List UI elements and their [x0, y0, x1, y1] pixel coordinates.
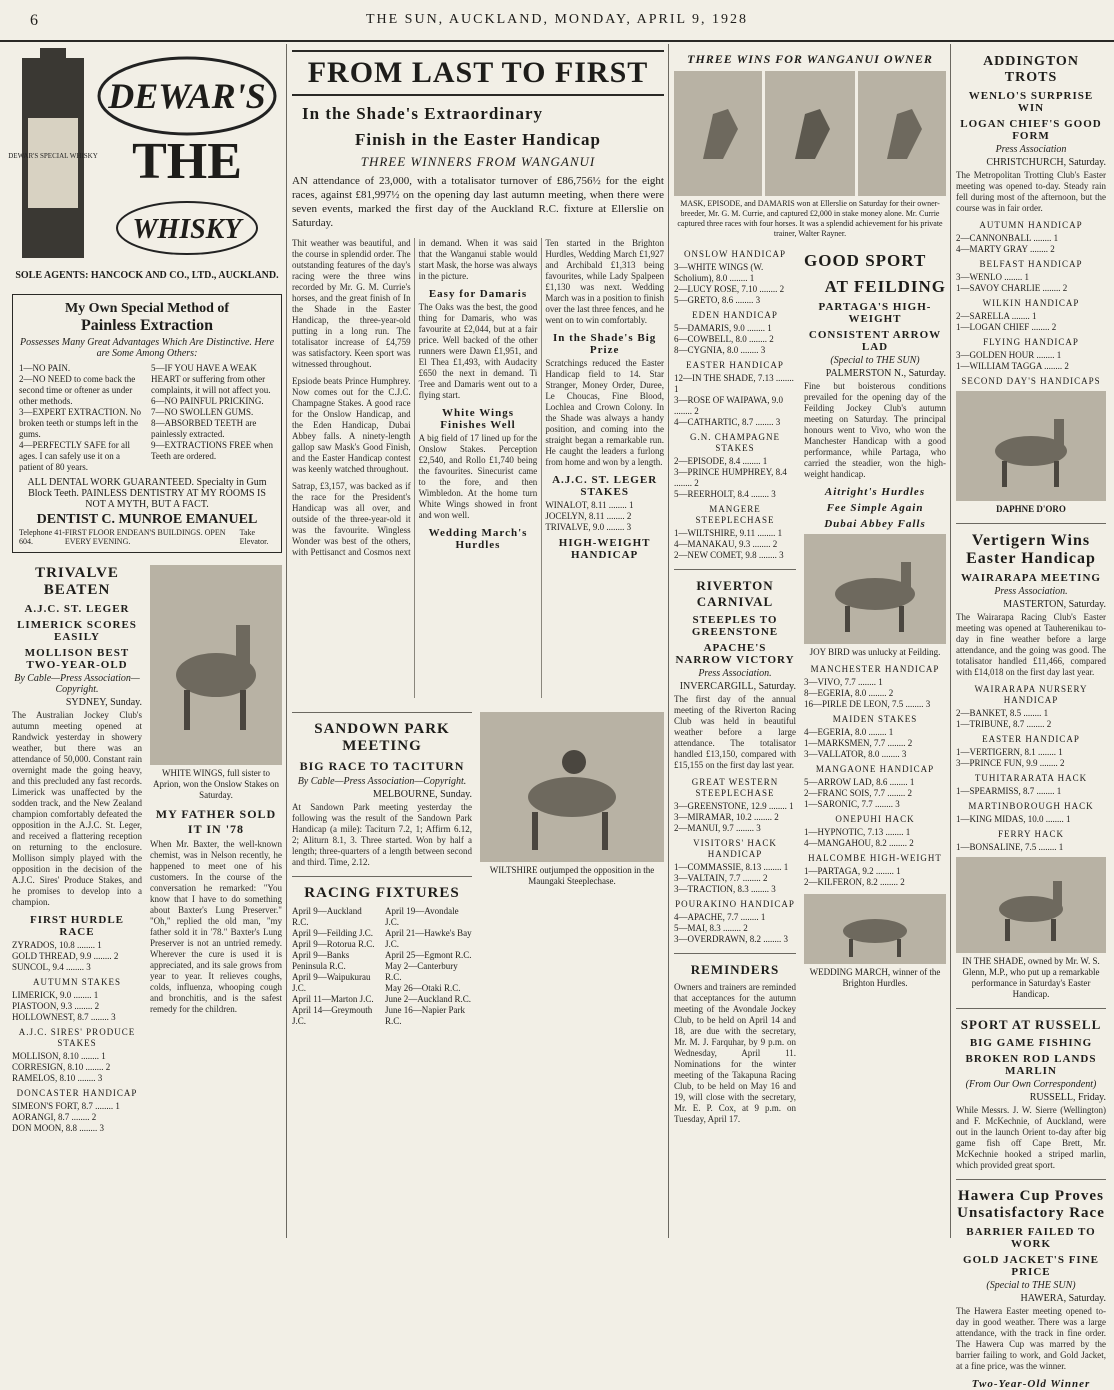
result-line: 1—WILLIAM TAGGA ........ 2	[956, 361, 1069, 371]
result-line: 1—SPEARMISS, 8.7 ........ 1	[956, 786, 1062, 796]
in-the-shade-photo	[956, 857, 1106, 953]
result-line: SUNCOL, 9.4 ........ 3	[12, 962, 91, 972]
horse-icon	[976, 401, 1086, 491]
result-line: 3—TRACTION, 8.3 ........ 3	[674, 884, 776, 894]
fixture-item: May 2—Canterbury R.C.	[385, 961, 458, 982]
result-line: 3—PRINCE HUMPHREY, 8.4 ........ 2	[674, 467, 787, 488]
result-line: 4—MANAKAU, 9.3 ........ 2	[674, 539, 778, 549]
result-line: 1—BONSALINE, 7.5 ........ 1	[956, 842, 1064, 852]
dewars-bottle-illustration	[8, 48, 282, 263]
result-line: 1—KING MIDAS, 10.0 ........ 1	[956, 814, 1071, 824]
fixture-item: April 11—Marton J.C.	[292, 994, 374, 1004]
dentist-title: My Own Special Method of	[64, 301, 230, 316]
result-line: 3—WENLO ........ 1	[956, 272, 1029, 282]
result-heading: EASTER HANDICAP	[686, 360, 784, 370]
ajc-box-title: A.J.C. ST. LEGER STAKES	[552, 474, 658, 498]
hawera-headline: Hawera Cup Proves Unsatisfactory Race	[957, 1188, 1105, 1221]
result-line: 4—APACHE, 7.7 ........ 1	[674, 912, 766, 922]
trivalve-headline: TRIVALVE BEATEN	[35, 565, 119, 598]
result-heading: TUHITARARATA HACK	[974, 773, 1088, 783]
result-line: 5—GRETO, 8.6 ........ 3	[674, 295, 761, 305]
photo-caption: MASK, EPISODE, and DAMARIS won at Ellerslie on Saturday for their owner-breeder, Mr. G. M. Currie, and captured £2,000 in stake money alone. Mr. Currie captured three races with four horses. It was a splendid achievement for his private trainer, Walter Rayner.	[677, 199, 943, 238]
hawera-body: The Hawera Easter meeting opened to-day in good weather. There was a large attendance, with the track in fine order. The Hawera Cup was marred by the barrier failing to work, and Gold Jacket, at a fine price, was the winner.	[956, 1306, 1106, 1371]
result-line: 16—PIRLE DE LEON, 7.5 ........ 3	[804, 699, 931, 709]
brand-the: THE	[132, 133, 242, 190]
result-line: 8—EGERIA, 8.0 ........ 2	[804, 688, 894, 698]
high-weight-title: HIGH-WEIGHT HANDICAP	[558, 537, 651, 561]
result-line: 3—VALTAIN, 7.7 ........ 2	[674, 873, 768, 883]
result-line: 12—IN THE SHADE, 7.13 ........ 1	[674, 373, 794, 394]
result-line: RAMELOS, 8.10 ........ 3	[12, 1073, 103, 1083]
brand-dewars: DEWAR'S	[108, 76, 266, 116]
trivalve-sub2: LIMERICK SCORES EASILY	[17, 619, 137, 643]
body-para: A big field of 17 lined up for the Onslow Stakes. Perception £2,540, and Rollo £1,740 being the favourites. Sinecurist came to the fore, and then Wimbledon. At the home turn White Wings showed in front and won well.	[418, 433, 538, 520]
fixture-item: April 9—Feilding J.C.	[292, 928, 374, 938]
result-line: LIMERICK, 9.0 ........ 1	[12, 990, 99, 1000]
addington-byline: Press Association	[995, 144, 1067, 155]
fixture-item: May 26—Otaki R.C.	[385, 983, 461, 993]
masthead	[0, 0, 1114, 42]
fixture-item: April 9—Rotorua R.C.	[292, 939, 375, 949]
sandown-headline: SANDOWN PARK MEETING	[314, 721, 450, 754]
subdeck: THREE WINNERS FROM WANGANUI	[360, 154, 596, 169]
reminders-headline: REMINDERS	[690, 962, 780, 977]
dentist-title2: Painless Extraction	[81, 317, 213, 334]
column-2	[292, 48, 664, 1238]
brand-whisky: WHISKY	[132, 214, 242, 245]
trivalve-byline: By Cable—Press Association—Copyright.	[14, 673, 140, 695]
horse-icon	[981, 865, 1081, 945]
riverton-byline: Press Association.	[698, 668, 772, 679]
dentist-points	[19, 363, 275, 473]
result-line: 4—EGERIA, 8.0 ........ 1	[804, 727, 894, 737]
result-line: 4—MANGAHOU, 8.2 ........ 2	[804, 838, 914, 848]
white-wings-photo	[150, 565, 282, 765]
vertigern-body: The Wairarapa Racing Club's Easter meeting was opened at Tauherenikau to-day in fine weather before a large attendance, and the going was good. The totalisator handled £11,466, compared with £14,018 on the first day last year.	[956, 612, 1106, 677]
result-line: 5—DAMARIS, 9.0 ........ 1	[674, 323, 772, 333]
column-3	[674, 48, 946, 1238]
body-para: Epsiode beats Prince Humphrey. Now comes out for the C.J.C. Champagne Stakes. A good race for the Onslow Handicap, and the Eden Handicap, Dubai Abbey falls. A ninety-length gallop saw Mask's Good Finish, and the Easter Handicap contest was keenly watched throughout.	[292, 376, 411, 474]
result-line: 6—COWBELL, 8.0 ........ 2	[674, 334, 774, 344]
dentist-lift: Take Elevator.	[239, 528, 269, 546]
page-number: 6	[30, 12, 42, 29]
vertigern-byline: Press Association.	[994, 586, 1068, 597]
result-line: MOLLISON, 8.10 ........ 1	[12, 1051, 106, 1061]
result-line: 1—TRIBUNE, 8.7 ........ 2	[956, 719, 1052, 729]
result-line: 3—OVERDRAWN, 8.2 ........ 3	[674, 934, 789, 944]
hawera-sub: BARRIER FAILED TO WORK	[966, 1226, 1096, 1250]
result-heading: DONCASTER HANDICAP	[16, 1088, 138, 1098]
result-heading: EASTER HANDICAP	[982, 734, 1080, 744]
wiltshire-photo	[480, 712, 664, 862]
result-heading: GREAT WESTERN STEEPLECHASE	[691, 777, 779, 798]
dentist-guarantee: ALL DENTAL WORK GUARANTEED. Specialty in Gum Block Teeth. PAINLESS DENTISTRY AT MY ROOMS IS NOT A MYTH, BUT A FACT.	[27, 477, 267, 510]
riverton-headline: RIVERTON CARNIVAL	[696, 578, 774, 609]
result-heading: VISITORS' HACK HANDICAP	[693, 838, 777, 859]
result-line: 2—NEW COMET, 9.8 ........ 3	[674, 550, 784, 560]
result-heading: EDEN HANDICAP	[692, 310, 778, 320]
racing-fixtures-list	[292, 906, 472, 1027]
bottle-label-text: DEWAR'S SPECIAL WHISKY	[8, 152, 98, 160]
joy-bird-caption: JOY BIRD was unlucky at Feilding.	[809, 647, 941, 657]
column-4	[956, 48, 1106, 1390]
russell-body: While Messrs. J. W. Sierre (Wellington) and F. McKechnie, of Auckland, were out in the launch Orient to-day after big game fish off Cape Brett, Mr. McKechnie hooked a striped marlin, which provided great sport.	[956, 1105, 1106, 1170]
russell-headline: SPORT AT RUSSELL	[960, 1017, 1102, 1032]
feilding-sub2: CONSISTENT ARROW LAD	[808, 329, 942, 353]
result-line: JOCELYN, 8.11 ........ 2	[545, 511, 632, 521]
result-line: 2—EPISODE, 8.4 ........ 1	[674, 456, 768, 466]
main-headline: FROM LAST TO FIRST	[292, 50, 664, 96]
result-line: HOLLOWNEST, 8.7 ........ 3	[12, 1012, 116, 1022]
result-heading: MANCHESTER HANDICAP	[810, 664, 940, 674]
fixture-item: April 9—Waipukurau J.C.	[292, 972, 371, 993]
result-line: 2—CANNONBALL ........ 1	[956, 233, 1059, 243]
result-heading: POURAKINO HANDICAP	[675, 899, 795, 909]
result-line: 1—SAVOY CHARLIE ........ 2	[956, 283, 1068, 293]
result-line: 3—ROSE OF WAIPAWA, 9.0 ........ 2	[674, 395, 784, 416]
subhead: Aitright's Hurdles	[824, 486, 926, 498]
result-line: 1—HYPNOTIC, 7.13 ........ 1	[804, 827, 911, 837]
result-line: 1—COMMASSIE, 8.13 ........ 1	[674, 862, 789, 872]
result-line: 8—CYGNIA, 8.0 ........ 3	[674, 345, 766, 355]
dentist-address: FIRST FLOOR ENDEAN'S BUILDINGS. OPEN EVERY EVENING.	[64, 528, 226, 546]
result-line: AORANGI, 8.7 ........ 2	[12, 1112, 97, 1122]
ellerslie-results	[674, 245, 796, 1131]
hawera-dateline: HAWERA, Saturday.	[1020, 1293, 1106, 1304]
result-line: 5—MAI, 8.3 ........ 2	[674, 923, 748, 933]
result-line: 4—CATHARTIC, 8.7 ........ 3	[674, 417, 781, 427]
bottle-neck	[40, 48, 66, 72]
father-sold-headline: MY FATHER SOLD IT IN '78	[155, 807, 277, 836]
fixture-item: April 25—Egmont R.C.	[385, 950, 472, 960]
feilding-body: Fine but boisterous conditions prevailed for the opening day of the Feilding Jockey Club's autumn meeting on Saturday. The principal honours went to Vivo, who won the Manchester Handicap with a good performance, while Partaga, who carried the steadier, won the high-weight handicap.	[804, 381, 946, 479]
addington-sub: WENLO'S SURPRISE WIN	[968, 90, 1094, 114]
wiltshire-caption: WILTSHIRE outjumped the opposition in the Maungaki Steeplechase.	[489, 865, 655, 886]
result-line: 2—BANKET, 8.5 ........ 1	[956, 708, 1049, 718]
result-line: 3—WHITE WINGS (W. Scholium), 8.0 ........ 1	[674, 262, 764, 283]
riverton-dateline: INVERCARGILL, Saturday.	[679, 681, 796, 692]
horse-head-icon	[867, 99, 937, 169]
wedding-march-photo	[804, 894, 946, 964]
dentist-intro: Possesses Many Great Advantages Which Are Distinctive. Here are Some Among Others:	[19, 337, 275, 359]
result-line: 1—SARONIC, 7.7 ........ 3	[804, 799, 900, 809]
addington-body: The Metropolitan Trotting Club's Easter meeting was opened to-day. Steady rain fell during most of the afternoon, but the course was in fair order.	[956, 170, 1106, 213]
sandown-body: At Sandown Park meeting yesterday the following was the result of the Sandown Park Handicap (a mile): Taciturn 7.2, 1; Affirm 6.12, 2; Aliturn 8.1, 3. Three started. Won by half a length; three-quarters of a length between second and third. Time, 2.12.	[292, 802, 472, 867]
russell-byline: (From Our Own Correspondent)	[965, 1079, 1097, 1090]
column-rule	[286, 44, 287, 1238]
result-line: 5—REERHOLT, 8.4 ........ 3	[674, 489, 776, 499]
subhead: Wedding March's Hurdles	[428, 527, 528, 551]
father-sold-body: When Mr. Baxter, the well-known chemist, was in Nelson recently, he happened to meet one of his customers. In the course of the conversation he remarked: "You know that I have to do something about Baxter's Lung Preserver." "Oh," replied the old man, "my father sold it in '78." Baxter's Lung Preserver is not an untried remedy. Wherever the cure is used it is appreciated, and its sale grows from year to year. It relieves coughs, colds, influenza, whooping cough and bronchitis, and is the safest remedy for the children.	[150, 839, 282, 1014]
column-rule	[950, 44, 951, 1238]
deck-1: In the Shade's Extraordinary	[302, 104, 543, 123]
fixture-item: June 2—Auckland R.C.	[385, 994, 471, 1004]
body-para: The Oaks was the best, the good thing for Damaris, who was favourite at £2,044, but at a fair price. Well backed of the other runners were Dawn £1,951, and El Thea £1,493, with Audacity £650 the next in demand. Ti Tree and Damaris went out to a flying start.	[418, 302, 538, 400]
trivalve-results	[12, 940, 142, 1134]
trivalve-sub3: MOLLISON BEST TWO-YEAR-OLD	[24, 647, 130, 671]
racing-fixtures-headline: RACING FIXTURES	[304, 885, 460, 901]
result-line: 3—VIVO, 7.7 ........ 1	[804, 677, 883, 687]
horse-head-icon	[683, 99, 753, 169]
addington-sub2: LOGAN CHIEF'S GOOD FORM	[960, 118, 1102, 142]
reminders-body: Owners and trainers are reminded that acceptances for the autumn meeting of the Avondale Jockey Club, to be held on April 14 and 18, are due with the secretary, Mr. M. J. Farquhar, by 9 p.m. on Wednesday, April 11. Nominations for the winter meeting of the Takapuna Racing Club, to be held on May 16 and 19, will close with the secretary, Mr. E. P. Cox, at 9 p.m. on Tuesday, April 17.	[674, 982, 796, 1124]
white-wings-caption: WHITE WINGS, full sister to Aprion, won the Onslow Stakes on Saturday.	[153, 768, 279, 800]
result-line: GOLD THREAD, 9.9 ........ 2	[12, 951, 119, 961]
trivalve-body: The Australian Jockey Club's autumn meeting opened at Randwick yesterday in showery weather, but there was an attendance of 50,000. Constant rain overnight made the going heavy, and this precluded any fast records. Limerick was unaffected by the sodden track, and the New Zealand champion comfortably defeated the opposition in the A.J.C. St. Leger, and received a flattering reception on returning to the enclosure. Mollison simply played with the opposition in the decision of the A.J.C. Sires' Produce Stakes, and he promises to develop into a champion.	[12, 710, 142, 907]
result-line: 1—LOGAN CHIEF ........ 2	[956, 322, 1057, 332]
hawera-special: (Special to THE SUN)	[986, 1280, 1076, 1291]
result-heading: ONEPUHI HACK	[835, 814, 915, 824]
result-heading: MANGERE STEEPLECHASE	[695, 504, 775, 525]
result-heading: HALCOMBE HIGH-WEIGHT	[808, 853, 942, 863]
vertigern-headline: Vertigern Wins Easter Handicap	[966, 532, 1096, 567]
result-line: 1—PARTAGA, 9.2 ........ 1	[804, 866, 901, 876]
vertigern-sub: WAIRARAPA MEETING	[961, 572, 1101, 584]
photo-headline: THREE WINS FOR WANGANUI OWNER	[687, 52, 933, 66]
column-rule	[668, 44, 669, 1238]
trivalve-article	[12, 559, 142, 1134]
mask-photo	[674, 71, 762, 196]
wedding-march-caption: WEDDING MARCH, winner of the Brighton Hurdles.	[809, 967, 941, 988]
result-line: 2—LUCY ROSE, 7.10 ........ 2	[674, 284, 785, 294]
russell-dateline: RUSSELL, Friday.	[1029, 1092, 1106, 1103]
result-line: 3—VALLATOR, 8.0 ........ 3	[804, 749, 907, 759]
dentist-point: 5—IF YOU HAVE A WEAK HEART or suffering from other complaints, it will not affect you.	[151, 363, 271, 395]
subhead: Dubai Abbey Falls	[824, 518, 926, 530]
deck-2: Finish in the Easter Handicap	[355, 130, 601, 149]
horse-icon	[815, 544, 935, 634]
fixture-item: April 19—Avondale J.C.	[385, 906, 459, 927]
feilding-headline1: GOOD SPORT	[804, 251, 927, 270]
result-line: 3—GOLDEN HOUR ........ 1	[956, 350, 1062, 360]
result-heading: FERRY HACK	[998, 829, 1064, 839]
riverton-body: The first day of the annual meeting of the Riverton Racing Club was held in beautiful weather before a large attendance. The totalisator handled £13,150, compared with £15,155 on the first day last year.	[674, 694, 796, 770]
riverton-sub: STEEPLES TO GREENSTONE	[691, 614, 779, 638]
trivalve-sub1: A.J.C. ST. LEGER	[24, 603, 130, 615]
feilding-headline2: AT FEILDING	[824, 277, 946, 296]
result-line: 1—VERTIGERN, 8.1 ........ 1	[956, 747, 1063, 757]
result-line: PIASTOON, 9.3 ........ 2	[12, 1001, 100, 1011]
result-heading: BELFAST HANDICAP	[979, 259, 1083, 269]
daphne-photo	[956, 391, 1106, 501]
result-heading: ONSLOW HANDICAP	[683, 249, 787, 259]
russell-sub2: BROKEN ROD LANDS MARLIN	[965, 1053, 1097, 1077]
addington-dateline: CHRISTCHURCH, Saturday.	[986, 157, 1106, 168]
result-heading: AUTUMN HANDICAP	[979, 220, 1083, 230]
result-line: 5—ARROW LAD, 8.6 ........ 1	[804, 777, 915, 787]
result-heading: A.J.C. SIRES' PRODUCE STAKES	[18, 1027, 136, 1048]
subhead: In the Shade's Big Prize	[553, 332, 657, 356]
dentist-point: 9—EXTRACTIONS FREE when Teeth are ordered.	[151, 440, 273, 461]
feilding-article	[804, 245, 946, 1131]
subhead: Two-Year-Old Winner	[971, 1378, 1091, 1390]
fixture-item: April 9—Banks Peninsula R.C.	[292, 950, 350, 971]
dentist-point: 4—PERFECTLY SAFE for all ages. I can safely use it on a patient of 80 years.	[19, 440, 131, 472]
result-heading: WILKIN HANDICAP	[982, 298, 1080, 308]
newspaper-title: THE SUN, AUCKLAND, MONDAY, APRIL 9, 1928	[365, 12, 749, 27]
body-para: Thit weather was beautiful, and the course in splendid order. The outstanding features of the day's racing were the three wins recorded by Mr. G. M. Currie's horses, and the great finish of In the Shade in the Easter Handicap, the three-year-old putting in a long run. The totalisator increase of £4,759 was satisfactory. Keen sport was witnessed throughout.	[292, 238, 411, 369]
result-line: SIMEON'S FORT, 8.7 ........ 1	[12, 1101, 120, 1111]
vertigern-dateline: MASTERTON, Saturday.	[1003, 599, 1106, 610]
result-heading: WAIRARAPA NURSERY HANDICAP	[974, 684, 1088, 705]
result-line: 2—KILFERON, 8.2 ........ 2	[804, 877, 905, 887]
result-line: 4—MARTY GRAY ........ 2	[956, 244, 1055, 254]
father-sold-article	[150, 559, 282, 1134]
first-hurdle-title: FIRST HURDLE RACE	[29, 914, 124, 938]
episode-photo	[765, 71, 855, 196]
dentist-point: 6—NO PAINFUL PRICKING.	[151, 396, 264, 406]
result-line: 3—MIRAMAR, 10.2 ........ 2	[674, 812, 779, 822]
horse-icon	[156, 585, 276, 745]
fixture-item: April 21—Hawke's Bay J.C.	[385, 928, 472, 949]
result-heading: FLYING HANDICAP	[983, 337, 1079, 347]
result-heading: AUTUMN STAKES	[32, 977, 122, 987]
subhead: Fee Simple Again	[826, 502, 924, 514]
feilding-dateline: PALMERSTON N., Saturday.	[825, 368, 946, 379]
main-article-body	[292, 238, 664, 698]
dewars-ad	[8, 48, 282, 288]
result-line: CORRESIGN, 8.10 ........ 2	[12, 1062, 111, 1072]
subhead: Easy for Damaris	[428, 288, 528, 300]
sandown-byline: By Cable—Press Association—Copyright.	[297, 776, 467, 787]
dentist-point: 8—ABSORBED TEETH are painlessly extracted.	[151, 418, 257, 439]
result-line: 2—FRANC SOIS, 7.7 ........ 2	[804, 788, 913, 798]
sandown-dateline: MELBOURNE, Sunday.	[372, 789, 472, 800]
addington-headline: ADDINGTON TROTS	[983, 54, 1079, 85]
body-para: Ten started in the Brighton Hurdles, Wedding March £1,927 and Archibald £1,313 being favourites, while Lady Spalpeen £1,130 was next. Wedding March was in a position to finish over the last three fences, and he went on to win comfortably.	[545, 238, 664, 325]
dentist-point: 3—EXPERT EXTRACTION. No broken teeth or stumps left in the gums.	[19, 407, 142, 439]
bottle-label	[28, 118, 78, 208]
feilding-sub: PARTAGA'S HIGH-WEIGHT	[818, 301, 932, 325]
result-line: TRIVALVE, 9.0 ........ 3	[545, 522, 632, 532]
horse-jockey-icon	[502, 717, 642, 857]
damaris-photo	[858, 71, 946, 196]
dentist-phone: Telephone 41-604.	[19, 528, 65, 546]
result-line: 3—GREENSTONE, 12.9 ........ 1	[674, 801, 794, 811]
subhead: White Wings Finishes Well	[440, 407, 516, 431]
result-line: DON MOON, 8.8 ........ 3	[12, 1123, 104, 1133]
sandown-sub: BIG RACE TO TACITURN	[299, 759, 465, 773]
russell-sub: BIG GAME FISHING	[969, 1037, 1093, 1049]
result-heading: SECOND DAY'S HANDICAPS	[961, 376, 1101, 386]
dentist-point: 2—NO NEED to come back the second time or oftener as under other methods.	[19, 374, 136, 406]
dentist-ad	[12, 294, 282, 553]
body-para: Satrap, £3,157, was backed as if the race for the President's Handicap was all over, and outside of the three-year-old it was the favourite. Wingless Wonder was best of the others, with Pettisanct and Cosmos next in demand. When it was said that the Wanganui stable would start Mask, the horse was always in the picture.	[292, 238, 538, 557]
in-the-shade-caption: IN THE SHADE, owned by Mr. W. S. Glenn, M.P., who put up a remarkable performance in Saturday's Easter Handicap.	[962, 956, 1100, 999]
result-heading: MAIDEN STAKES	[832, 714, 918, 724]
fixture-item: June 16—Napier Park R.C.	[385, 1005, 465, 1026]
fixture-item: April 14—Greymouth J.C.	[292, 1005, 373, 1026]
dentist-point: 1—NO PAIN.	[19, 363, 71, 373]
dentist-name: DENTIST C. MUNROE EMANUEL	[36, 512, 258, 527]
joy-bird-photo	[804, 534, 946, 644]
result-line: 1—MARKSMEN, 7.7 ........ 2	[804, 738, 913, 748]
hawera-sub2: GOLD JACKET'S FINE PRICE	[963, 1254, 1099, 1278]
result-line: 1—WILTSHIRE, 9.11 ........ 1	[674, 528, 783, 538]
feilding-special: (Special to THE SUN)	[830, 355, 920, 366]
horse-head-icon	[775, 99, 845, 169]
riverton-sub2: APACHE'S NARROW VICTORY	[675, 642, 795, 666]
fixture-item: April 9—Auckland R.C.	[292, 906, 362, 927]
result-line: 2—SARELLA ........ 1	[956, 311, 1037, 321]
horse-icon	[825, 899, 925, 959]
result-line: 3—PRINCE FUN, 9.9 ........ 2	[956, 758, 1065, 768]
result-heading: MANGAONE HANDICAP	[815, 764, 935, 774]
column-1	[8, 48, 282, 1238]
result-line: WINALOT, 8.11 ........ 1	[545, 500, 634, 510]
result-heading: G.N. CHAMPAGNE STAKES	[690, 432, 780, 453]
result-line: ZYRADOS, 10.8 ........ 1	[12, 940, 102, 950]
result-heading: MARTINBOROUGH HACK	[968, 801, 1094, 811]
lead-paragraph: AN attendance of 23,000, with a totalisator turnover of £86,756½ for the eight races, against £81,997½ on the opening day last autumn meeting, when there were seven events, marked the first day of the Auckland R.C. fixture at Ellerslie on Saturday.	[292, 175, 664, 229]
dentist-point: 7—NO SWOLLEN GUMS.	[151, 407, 254, 417]
daphne-caption: DAPHNE D'ORO	[996, 504, 1066, 514]
trivalve-dateline: SYDNEY, Sunday.	[65, 697, 142, 708]
body-para: Scratchings reduced the Easter Handicap field to 14. Star Stranger, Money Order, Duree, Le Choucas, Fine Blood, Lochlea and Crown Colony. In the Shade was always a handy position, and coming into the straight began a remarkable run. He caught the leaders a furlong from home and won by a length.	[545, 358, 664, 467]
dewars-agents: SOLE AGENTS: HANCOCK AND CO., LTD., AUCKLAND.	[15, 270, 279, 281]
result-line: 2—MANUI, 9.7 ........ 3	[674, 823, 761, 833]
